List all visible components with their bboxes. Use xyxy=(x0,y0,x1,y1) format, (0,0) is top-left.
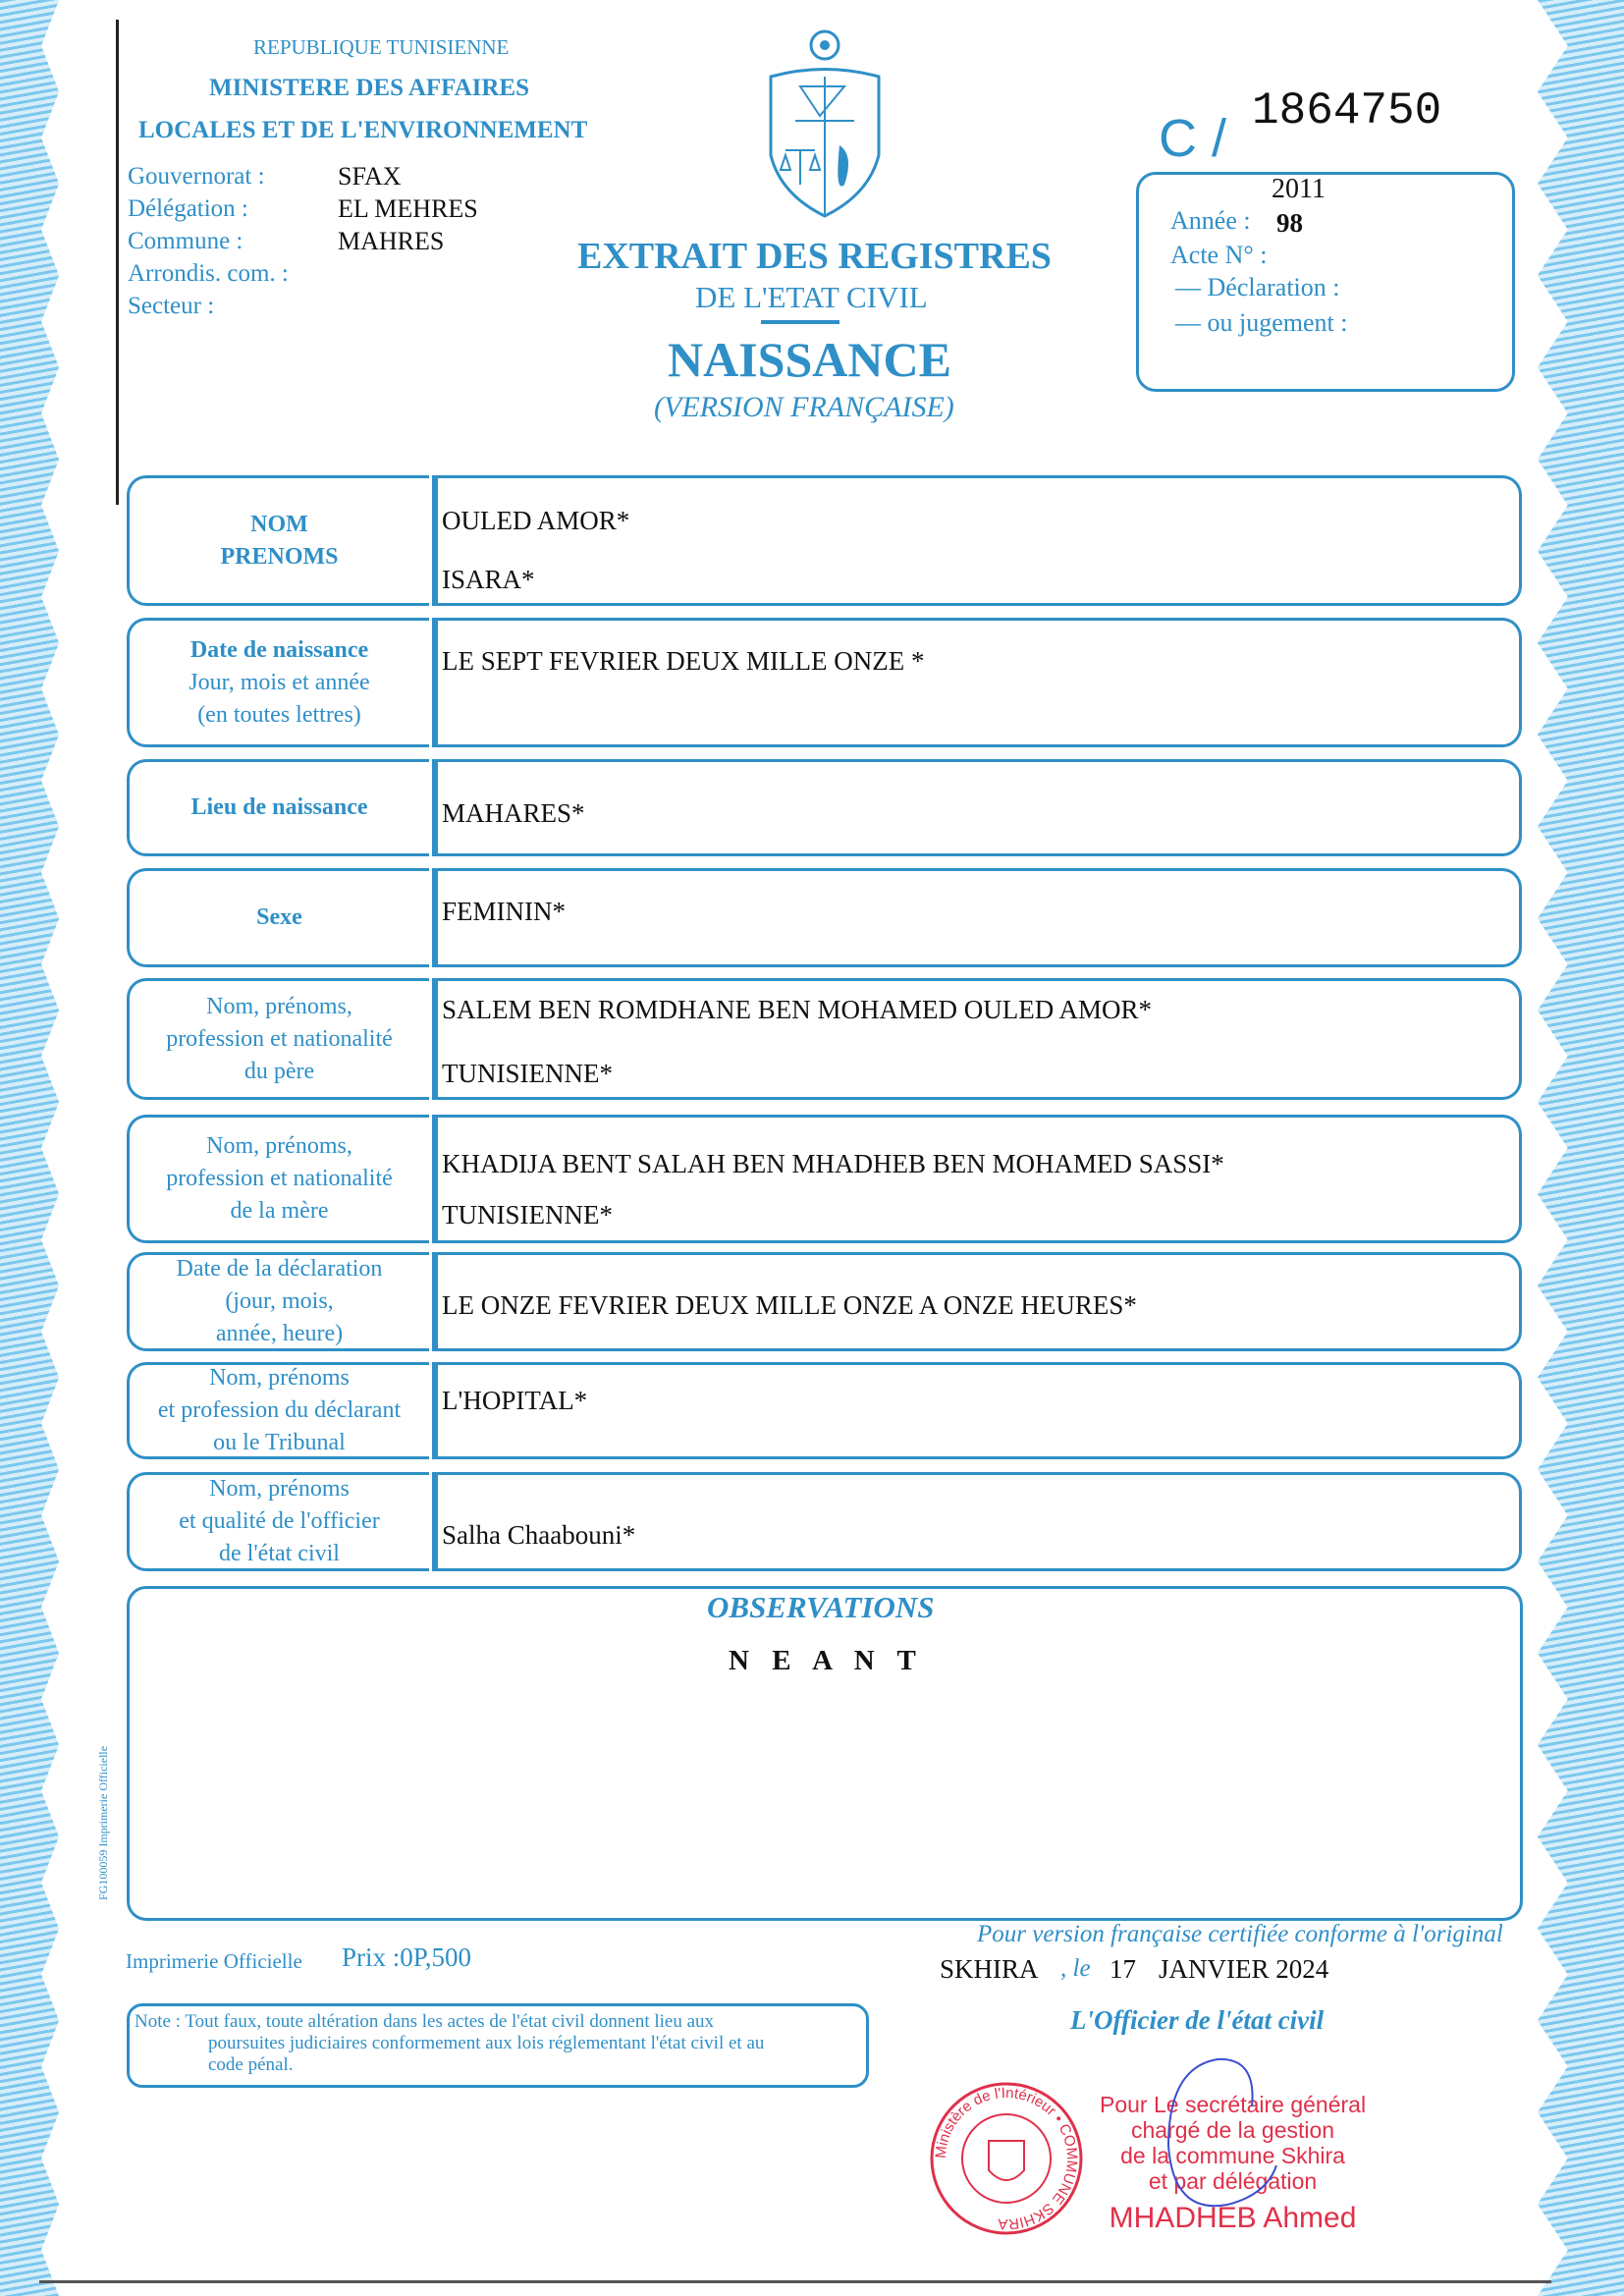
republic-label: REPUBLIQUE TUNISIENNE xyxy=(253,35,510,59)
value-cell-sexe xyxy=(432,868,1522,967)
commune-label: Commune : xyxy=(128,228,244,254)
annee-value: 2011 xyxy=(1272,174,1326,204)
sexe-value: FEMININ* xyxy=(442,897,566,926)
margin-line xyxy=(116,20,119,505)
guilloche-border-left xyxy=(0,0,59,2296)
label-line: PRENOMS xyxy=(220,543,339,570)
label-sexe xyxy=(127,868,429,967)
certified-text: Pour version française certifiée conforme à l'original xyxy=(977,1921,1503,1947)
stamp-name: MHADHEB Ahmed xyxy=(1109,2202,1357,2234)
declaration-label: — Déclaration : xyxy=(1175,273,1340,301)
label-date-naissance xyxy=(127,618,429,747)
admin-labels xyxy=(128,160,289,322)
delegation-label: Délégation : xyxy=(128,195,248,222)
note-text xyxy=(135,2011,764,2076)
svg-text:Ministère de l'Intérieur • COM xyxy=(933,2085,1081,2232)
label-line: NOM xyxy=(250,511,308,537)
label-pere xyxy=(127,978,429,1100)
label-line: profession et nationalité xyxy=(166,1166,393,1191)
guilloche-border-right xyxy=(1538,0,1624,2296)
label-line: et profession du déclarant xyxy=(157,1397,402,1423)
secteur-label: Secteur : xyxy=(128,293,215,319)
round-stamp-icon xyxy=(928,2080,1085,2237)
label-date-declaration xyxy=(127,1252,429,1351)
note-line: Note : Tout faux, toute altération dans les actes de l'état civil donnent lieu aux xyxy=(135,2011,715,2032)
label-declarant xyxy=(127,1362,429,1459)
gouvernorat-value: SFAX xyxy=(338,162,402,191)
gouvernorat-label: Gouvernorat : xyxy=(128,163,265,190)
label-line: année, heure) xyxy=(215,1321,344,1346)
mere-name-value: KHADIJA BENT SALAH BEN MHADHEB BEN MOHAMED SASSI* xyxy=(442,1149,1224,1178)
ministry-line2: LOCALES ET DE L'ENVIRONNEMENT xyxy=(138,117,588,143)
acte-label: Acte N° : xyxy=(1170,241,1268,269)
nom-value: OULED AMOR* xyxy=(442,506,630,535)
date-day: 17 xyxy=(1110,1954,1136,1984)
label-line: Date de la déclaration xyxy=(176,1256,383,1282)
serial-number: 1864750 xyxy=(1252,85,1442,137)
date-naissance-value: LE SEPT FEVRIER DEUX MILLE ONZE * xyxy=(442,646,925,676)
label-line: Nom, prénoms, xyxy=(206,993,352,1019)
observations-title: OBSERVATIONS xyxy=(707,1590,935,1624)
value-cell-date xyxy=(432,618,1522,747)
title-divider xyxy=(761,320,839,324)
label-line: Jour, mois et année xyxy=(189,669,370,695)
label-line: Nom, prénoms xyxy=(209,1476,350,1502)
value-cell-lieu xyxy=(432,759,1522,856)
pere-nationality-value: TUNISIENNE* xyxy=(442,1059,613,1088)
stamp-line: chargé de la gestion xyxy=(1130,2117,1335,2143)
officer-title: L'Officier de l'état civil xyxy=(1070,2005,1325,2035)
label-officier xyxy=(127,1472,429,1571)
date-month-year: JANVIER 2024 xyxy=(1159,1954,1329,1984)
label-mere xyxy=(127,1115,429,1243)
ministry-line1: MINISTERE DES AFFAIRES xyxy=(209,75,530,101)
stamp-line: de la commune Skhira xyxy=(1120,2143,1345,2168)
label-line: Sexe xyxy=(256,904,302,930)
observations-box xyxy=(127,1586,1523,1921)
stamp-line: Pour Le secrétaire général xyxy=(1100,2092,1367,2117)
value-cell-nom xyxy=(432,475,1522,606)
price-label: Prix :0P,500 xyxy=(342,1942,472,1972)
date-declaration-value: LE ONZE FEVRIER DEUX MILLE ONZE A ONZE HEURES* xyxy=(442,1290,1137,1320)
lieu-naissance-value: MAHARES* xyxy=(442,798,585,828)
note-line: code pénal. xyxy=(208,2054,294,2075)
label-nom-prenoms xyxy=(127,475,429,606)
delegation-value: EL MEHRES xyxy=(338,194,478,223)
officier-value: Salha Chaabouni* xyxy=(442,1520,636,1550)
jugement-label: — ou jugement : xyxy=(1175,308,1348,337)
label-line: profession et nationalité xyxy=(166,1025,393,1052)
printer-label: Imprimerie Officielle xyxy=(126,1949,302,1973)
commune-value: MAHRES xyxy=(338,227,445,255)
note-line: poursuites judiciaires conformement aux lois réglementant l'état civil et au xyxy=(208,2033,765,2053)
label-line: (en toutes lettres) xyxy=(197,701,361,728)
pere-name-value: SALEM BEN ROMDHANE BEN MOHAMED OULED AMOR* xyxy=(442,995,1153,1024)
label-line: (jour, mois, xyxy=(225,1288,334,1314)
stamp-round-text: Ministère de l'Intérieur • COMMUNE SKHIRA xyxy=(932,2084,1081,2233)
title-naissance: NAISSANCE xyxy=(668,332,951,387)
label-line: du père xyxy=(244,1058,315,1084)
page-bottom-edge xyxy=(39,2280,1551,2283)
value-cell-declarant xyxy=(432,1362,1522,1459)
label-line: de l'état civil xyxy=(219,1541,340,1566)
arrondis-label: Arrondis. com. : xyxy=(128,260,289,287)
coat-of-arms-icon xyxy=(761,27,889,219)
label-line: ou le Tribunal xyxy=(213,1430,346,1455)
le-label: , le xyxy=(1060,1955,1091,1982)
label-lieu-naissance xyxy=(127,759,429,856)
title-extrait: EXTRAIT DES REGISTRES xyxy=(577,236,1052,277)
label-line: Date de naissance xyxy=(189,636,369,663)
serial-prefix: C / xyxy=(1159,109,1227,168)
observations-value: N E A N T xyxy=(729,1645,924,1676)
place-value: SKHIRA xyxy=(940,1954,1039,1984)
declarant-value: L'HOPITAL* xyxy=(442,1386,588,1415)
label-line: Nom, prénoms, xyxy=(206,1133,352,1159)
title-etat-civil: DE L'ETAT CIVIL xyxy=(695,280,928,314)
side-print-ref: FG100059 Imprimerie Officielle xyxy=(96,1745,110,1900)
annee-label: Année : xyxy=(1170,206,1251,235)
signature-icon xyxy=(1139,2048,1286,2244)
stamp-line: et par délégation xyxy=(1148,2168,1318,2194)
mere-nationality-value: TUNISIENNE* xyxy=(442,1200,613,1230)
acte-value: 98 xyxy=(1276,208,1303,238)
title-version: (VERSION FRANÇAISE) xyxy=(654,391,954,423)
label-line: Nom, prénoms xyxy=(209,1365,350,1391)
label-line: et qualité de l'officier xyxy=(179,1508,380,1534)
label-line: de la mère xyxy=(230,1198,329,1224)
label-line: Lieu de naissance xyxy=(190,794,368,820)
prenoms-value: ISARA* xyxy=(442,565,535,594)
